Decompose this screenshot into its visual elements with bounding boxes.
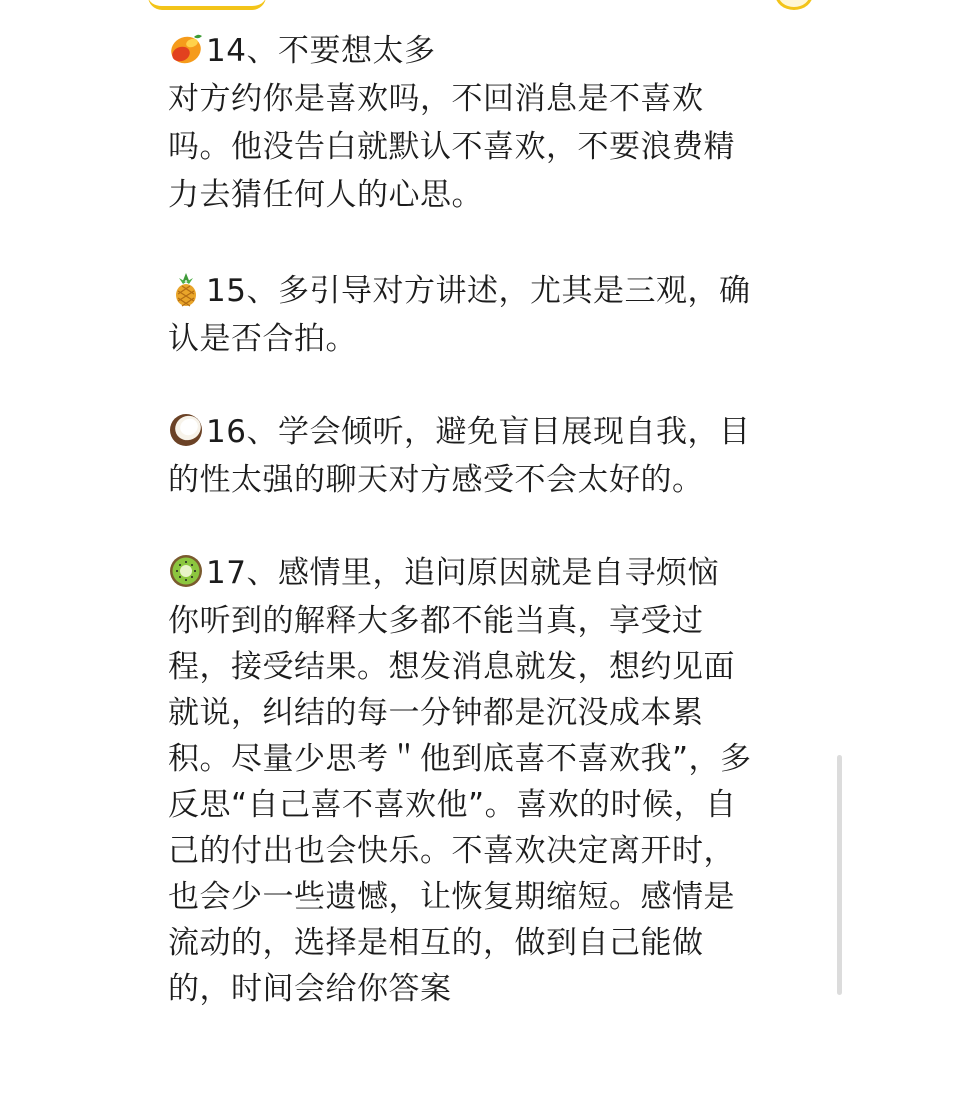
item-17-line: 的，时间会给你答案 — [168, 971, 452, 1007]
item-17-line: 流动的，选择是相互的，做到自己能做 — [168, 925, 704, 961]
item-14-title-text: 14、不要想太多 — [206, 33, 436, 69]
kiwi-icon — [168, 553, 204, 589]
item-17-line: 反思“自己喜不喜欢他”。喜欢的时候，自 — [168, 787, 737, 823]
item-15-title — [168, 268, 750, 314]
scrollbar-thumb[interactable] — [837, 755, 842, 995]
item-17-line: 积。尽量少思考＂他到底喜不喜欢我”，多 — [168, 741, 752, 777]
item-14-title — [168, 28, 435, 74]
mango-icon — [168, 31, 204, 67]
item-17-line: 就说，纠结的每一分钟都是沉没成本累 — [168, 695, 704, 731]
item-17-line: 程，接受结果。想发消息就发，想约见面 — [168, 649, 735, 685]
item-14-line: 吗。他没告白就默认不喜欢，不要浪费精 — [168, 129, 735, 165]
pineapple-icon — [168, 271, 204, 307]
coconut-icon — [168, 412, 204, 448]
item-17-title — [168, 550, 719, 596]
item-16-title — [168, 409, 750, 455]
item-17-line: 也会少一些遗憾，让恢复期缩短。感情是 — [168, 879, 735, 915]
item-17-line: 你听到的解释大多都不能当真，享受过 — [168, 603, 704, 639]
item-17-line: 己的付出也会快乐。不喜欢决定离开时， — [168, 833, 735, 869]
item-15-title-text: 15、多引导对方讲述，尤其是三观，确 — [206, 273, 751, 309]
item-15-line: 认是否合拍。 — [168, 321, 357, 357]
item-14-line: 对方约你是喜欢吗，不回消息是不喜欢 — [168, 81, 704, 117]
item-14-line: 力去猜任何人的心思。 — [168, 177, 483, 213]
item-17-title-text: 17、感情里，追问原因就是自寻烦恼 — [206, 555, 719, 591]
item-16-line: 的性太强的聊天对方感受不会太好的。 — [168, 462, 704, 498]
item-16-title-text: 16、学会倾听，避免盲目展现自我，目 — [206, 414, 751, 450]
